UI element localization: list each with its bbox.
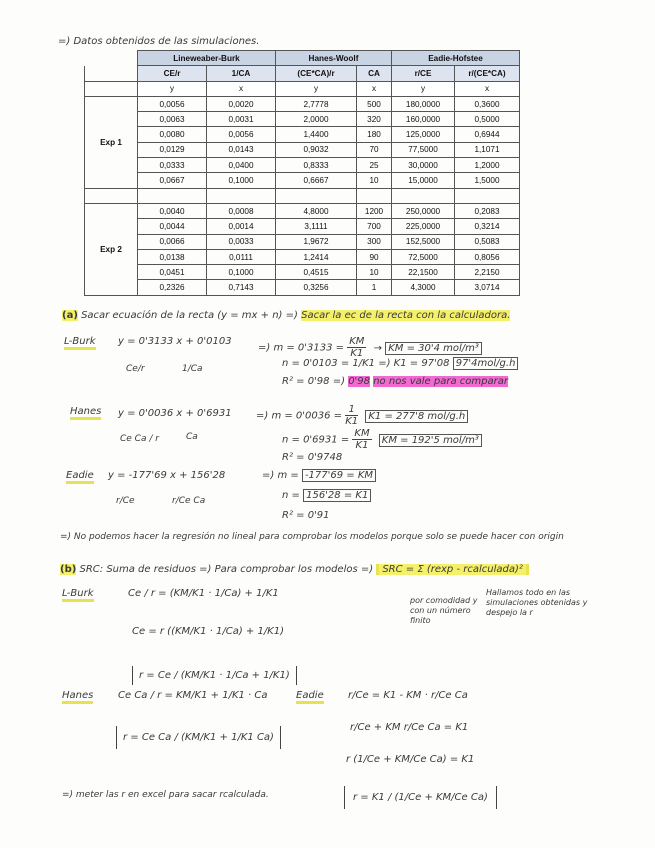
table-cell: 0,3600: [455, 96, 520, 111]
table-cell: 0,4515: [276, 265, 357, 280]
lb-n: n = 0'0103 = 1/K1 =) K1 = 97'08 97'4mol/g.h: [282, 358, 518, 369]
table-cell: 0,3214: [455, 219, 520, 234]
lb-km-box: KM = 30'4 mol/m³: [385, 342, 482, 355]
eadie-r2: R² = 0'91: [282, 510, 330, 521]
table-cell: 125,0000: [392, 127, 455, 142]
lb-b-eq3: r = Ce / (KM/K1 · 1/Ca + 1/K1): [132, 666, 297, 685]
table-cell: 22,1500: [392, 265, 455, 280]
table-cell: 1,4400: [276, 127, 357, 142]
table-row: [85, 203, 520, 218]
table-row: [85, 249, 520, 264]
lb-equation: y = 0'3133 x + 0'0103: [118, 336, 232, 347]
table-row: [85, 158, 520, 173]
axis-cell: x: [357, 81, 392, 96]
table-cell: 0,0014: [207, 219, 276, 234]
eadie-b-eq1: r/Ce = K1 - KM · r/Ce Ca: [348, 690, 468, 701]
table-cell: 0,0451: [138, 265, 207, 280]
eadie-k1-box: 156'28 = K1: [303, 489, 371, 502]
column-header: (CE*CA)/r: [276, 66, 357, 81]
column-header: CA: [357, 66, 392, 81]
hanes-b-eq2: r = Ce Ca / (KM/K1 + 1/K1 Ca): [116, 726, 281, 749]
lb-b-eq2: Ce = r ((KM/K1 · 1/Ca) + 1/K1): [132, 626, 285, 637]
table-cell: 0,2326: [138, 280, 207, 295]
table-cell: 0,8056: [455, 249, 520, 264]
table-cell: 0,0066: [138, 234, 207, 249]
table-row: [85, 127, 520, 142]
table-row: [85, 96, 520, 111]
exp1-label: Exp 1: [85, 96, 138, 188]
eadie-b-label: Eadie: [296, 690, 324, 704]
table-cell: 0,5083: [455, 234, 520, 249]
part-b-text: SRC: Suma de residuos =) Para comprobar los modelos =): [79, 564, 374, 575]
lb-m: =) m = 0'3133 = $\frac{KM}{K1}$ → KM = 30'4 mol/m³: [258, 336, 482, 359]
table-cell: 0,8333: [276, 158, 357, 173]
table-cell: 90: [357, 249, 392, 264]
table-row: [85, 219, 520, 234]
table-cell: 10: [357, 265, 392, 280]
part-b-line: [60, 564, 529, 575]
table-cell: 15,0000: [392, 173, 455, 188]
hanes-b-eq1: Ce Ca / r = KM/K1 + 1/K1 · Ca: [118, 690, 268, 701]
table-cell: 0,0044: [138, 219, 207, 234]
table-cell: 0,5000: [455, 112, 520, 127]
table-cell: 152,5000: [392, 234, 455, 249]
eadie-under-x: r/Ce Ca: [172, 496, 206, 506]
table-cell: 0,6667: [276, 173, 357, 188]
hanes-r2: R² = 0'9748: [282, 452, 343, 463]
table-cell: 30,0000: [392, 158, 455, 173]
footer-note: =) meter las r en excel para sacar rcalculada.: [62, 790, 269, 800]
table-cell: 0,0020: [207, 96, 276, 111]
table-cell: 0,0400: [207, 158, 276, 173]
exp2-label: Exp 2: [85, 203, 138, 295]
lb-b-label: L-Burk: [62, 588, 94, 602]
table-cell: 1,9672: [276, 234, 357, 249]
table-row: [85, 265, 520, 280]
part-a-tag: (a): [62, 310, 78, 321]
table-cell: 0,0031: [207, 112, 276, 127]
table-cell: 0,9032: [276, 142, 357, 157]
table-cell: 2,0000: [276, 112, 357, 127]
table-cell: 77,5000: [392, 142, 455, 157]
hanes-label: Hanes: [70, 406, 101, 420]
column-header: CE/r: [138, 66, 207, 81]
table-cell: 160,0000: [392, 112, 455, 127]
side-note-left: por comodidad y con un número finito: [410, 596, 478, 625]
table-cell: 300: [357, 234, 392, 249]
table-row: [85, 280, 520, 295]
eadie-b-eq2: r/Ce + KM r/Ce Ca = K1: [350, 722, 469, 733]
table-cell: 0,0080: [138, 127, 207, 142]
table-cell: 0,0056: [138, 96, 207, 111]
table-cell: 1200: [357, 203, 392, 218]
axis-cell: y: [276, 81, 357, 96]
table-cell: 180,0000: [392, 96, 455, 111]
table-cell: 2,2150: [455, 265, 520, 280]
table-cell: 0,0040: [138, 203, 207, 218]
table-cell: 2,7778: [276, 96, 357, 111]
group-header-hanes: Hanes-Woolf: [276, 51, 392, 66]
side-note-right: Hallamos todo en las simulaciones obtenidas y despejo la r: [486, 588, 588, 617]
table-cell: 1,2000: [455, 158, 520, 173]
axis-cell: x: [207, 81, 276, 96]
table-row: [85, 234, 520, 249]
table-cell: 0,0008: [207, 203, 276, 218]
table-cell: 10: [357, 173, 392, 188]
table-cell: 3,1111: [276, 219, 357, 234]
table-row: [85, 173, 520, 188]
hanes-b-label: Hanes: [62, 690, 93, 704]
lb-b-eq1: Ce / r = (KM/K1 · 1/Ca) + 1/K1: [128, 588, 279, 599]
src-formula: SRC = Σ (rexp - rcalculada)²: [376, 564, 529, 575]
table-cell: 3,0714: [455, 280, 520, 295]
table-cell: 320: [357, 112, 392, 127]
part-a-highlight: Sacar la ec de la recta con la calculadora.: [301, 310, 511, 321]
table-cell: 0,1000: [207, 265, 276, 280]
eadie-n: n = 156'28 = K1: [282, 490, 371, 501]
lb-under-y: Ce/r: [126, 364, 145, 374]
table-cell: 0,1000: [207, 173, 276, 188]
table-cell: 180: [357, 127, 392, 142]
table-cell: 225,0000: [392, 219, 455, 234]
eadie-label: Eadie: [66, 470, 94, 484]
intro-text: =) Datos obtenidos de las simulaciones.: [58, 36, 260, 47]
eadie-equation: y = -177'69 x + 156'28: [108, 470, 226, 481]
axis-cell: x: [455, 81, 520, 96]
column-header: 1/CA: [207, 66, 276, 81]
table-cell: 0,0143: [207, 142, 276, 157]
column-header: r/CE: [392, 66, 455, 81]
table-cell: 4,8000: [276, 203, 357, 218]
table-cell: 700: [357, 219, 392, 234]
table-cell: 0,2083: [455, 203, 520, 218]
table-cell: 72,5000: [392, 249, 455, 264]
hanes-k1-box: K1 = 277'8 mol/g.h: [365, 410, 468, 423]
table-cell: 0,0667: [138, 173, 207, 188]
eadie-b-eq3: r (1/Ce + KM/Ce Ca) = K1: [346, 754, 475, 765]
table-cell: 70: [357, 142, 392, 157]
table-cell: 0,7143: [207, 280, 276, 295]
hanes-under-y: Ce Ca / r: [120, 434, 159, 444]
hanes-n: n = 0'6931 = $\frac{KM}{K1}$ KM = 192'5 mol/m³: [282, 428, 482, 451]
eadie-m: =) m = -177'69 = KM: [262, 470, 376, 481]
table-cell: 0,6944: [455, 127, 520, 142]
table-cell: 0,0333: [138, 158, 207, 173]
hanes-under-x: Ca: [186, 432, 198, 442]
eadie-under-y: r/Ce: [116, 496, 135, 506]
axis-cell: y: [138, 81, 207, 96]
table-cell: 1,1071: [455, 142, 520, 157]
table-cell: 0,0111: [207, 249, 276, 264]
table-cell: 500: [357, 96, 392, 111]
table-cell: 1,2414: [276, 249, 357, 264]
table-cell: 0,3256: [276, 280, 357, 295]
part-a-line: [62, 310, 510, 321]
column-header: r/(CE*CA): [455, 66, 520, 81]
part-a-text: Sacar ecuación de la recta (y = mx + n) =): [81, 310, 298, 321]
hanes-km-box: KM = 192'5 mol/m³: [379, 434, 482, 447]
eadie-b-eq4: r = K1 / (1/Ce + KM/Ce Ca): [344, 786, 497, 809]
data-table: [84, 50, 520, 296]
table-cell: 0,0138: [138, 249, 207, 264]
table-cell: 1: [357, 280, 392, 295]
table-cell: 0,0033: [207, 234, 276, 249]
table-cell: 25: [357, 158, 392, 173]
table-row: [85, 142, 520, 157]
eadie-km-box: -177'69 = KM: [302, 469, 376, 482]
regression-note: =) No podemos hacer la regresión no lineal para comprobar los modelos porque solo se puede hacer con origin: [60, 532, 564, 542]
hanes-equation: y = 0'0036 x + 0'6931: [118, 408, 232, 419]
lb-under-x: 1/Ca: [182, 364, 203, 374]
group-header-eadie: Eadie-Hofstee: [392, 51, 520, 66]
table-cell: 1,5000: [455, 173, 520, 188]
table-cell: 250,0000: [392, 203, 455, 218]
lb-r2: R² = 0'98 =) 0'98 no nos vale para comparar: [282, 376, 508, 387]
axis-cell: y: [392, 81, 455, 96]
table-row: [85, 112, 520, 127]
table-cell: 0,0129: [138, 142, 207, 157]
part-b-tag: (b): [60, 564, 77, 575]
table-cell: 0,0056: [207, 127, 276, 142]
lb-label: L-Burk: [64, 336, 96, 350]
table-cell: 4,3000: [392, 280, 455, 295]
lb-k1-box: 97'4mol/g.h: [453, 357, 519, 370]
hanes-m: =) m = 0'0036 = $\frac{1}{K1}$ K1 = 277'8 mol/g.h: [256, 404, 468, 427]
group-header-lineweaver: Lineweaber-Burk: [138, 51, 276, 66]
table-cell: 0,0063: [138, 112, 207, 127]
